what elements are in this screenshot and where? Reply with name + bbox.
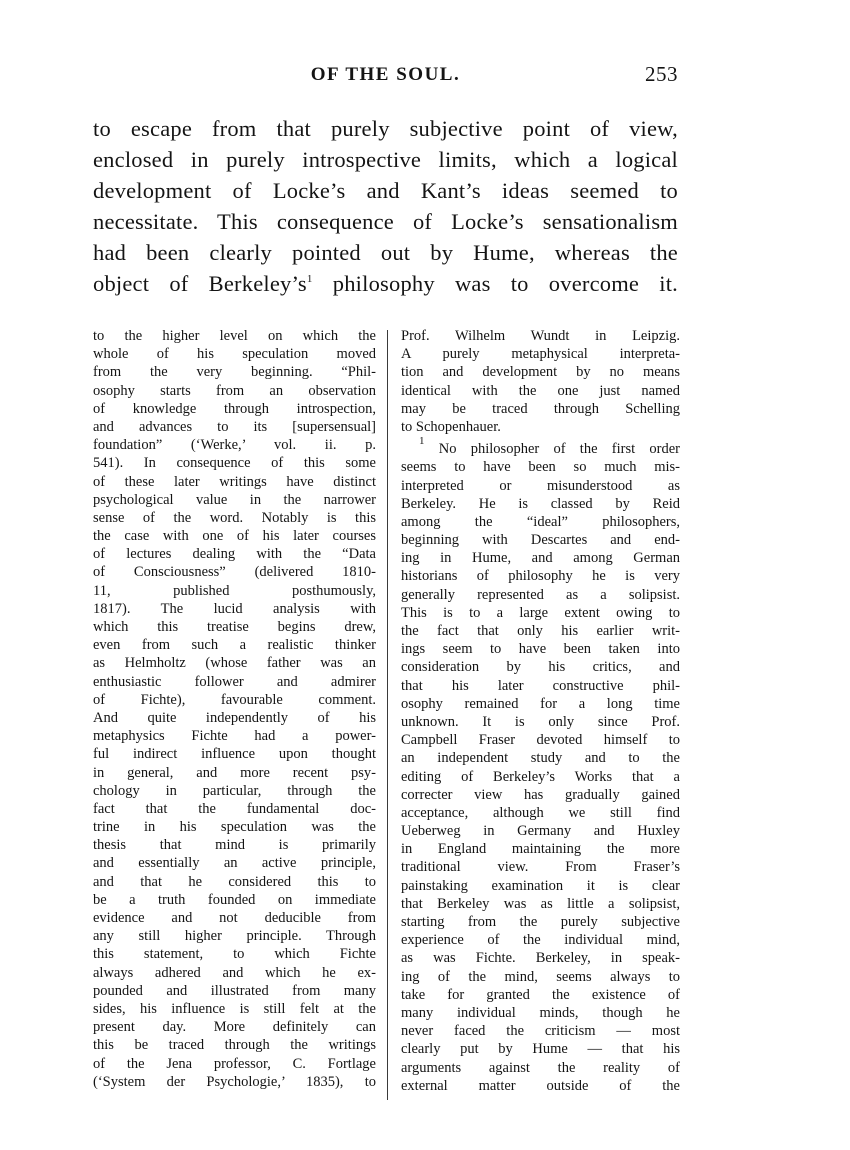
running-head [93,62,678,92]
footnote-line: Campbell Fraser devoted himself to [401,732,680,749]
footnote-line: ing in Hume, and among German [401,550,680,567]
note-line: sides, his influence is still felt at the [93,1000,376,1017]
note-line: ful indirect influence upon thought [93,746,376,763]
note-line: to Schopenhauer. [401,418,501,435]
note-line: be a truth founded on immediate [93,891,376,908]
footnote-line: in England maintaining the more [401,841,680,858]
note-line: fact that the fundamental doc- [93,800,376,817]
footnote-first-line [401,435,680,458]
note-line: evidence and not deducible from [93,910,376,926]
main-text-line: had been clearly pointed out by Hume, whereas the [93,240,678,265]
footnote-line: interpreted or misunderstood as [401,477,680,494]
note-line: of lectures dealing with the “Data [93,546,376,563]
main-text-line: development of Locke’s and Kant’s ideas seemed to [93,178,678,203]
footnote-line: take for granted the existence of [401,986,680,1003]
note-line: always adhered and which he ex- [93,964,376,981]
footnote-line: among the “ideal” philosophers, [401,513,680,530]
main-text-fragment: philosophy was to overcome it. [332,271,679,296]
note-line: and essentially an active principle, [93,855,376,872]
note-line: psychological value in the narrower [93,491,376,508]
note-line: this statement, to which Fichte [93,946,376,963]
note-line: 1817). The lucid analysis with [93,600,376,617]
footnote-line: This is to a large extent owing to [401,604,680,621]
footnote-line: acceptance, although we still find [401,804,680,821]
note-line: Prof. Wilhelm Wundt in Leipzig. [401,328,680,344]
note-line: identical with the one just named [401,382,680,399]
footnote-line: that his later constructive phil- [401,677,680,694]
column-divider [387,330,388,1100]
footnote-line: many individual minds, though he [401,1004,680,1021]
note-line: metaphysics Fichte had a power- [93,728,376,745]
footnote-marker: 1 [419,435,425,448]
note-line: (‘System der Psychologie,’ 1835), to [93,1073,376,1090]
note-line: 541). In consequence of this some [93,455,376,472]
note-line: trine in his speculation was the [93,819,376,836]
note-line: And quite independently of his [93,709,376,726]
footnote-line: clearly put by Hume — that his [401,1041,680,1058]
note-line: and that he considered this to [93,873,376,890]
note-line: tion and development by no means [401,364,680,381]
note-line: present day. More definitely can [93,1019,376,1036]
note-line: sense of the word. Notably is this [93,509,376,526]
note-line: whole of his speculation moved [93,346,376,363]
running-title: OF THE SOUL. [310,64,461,85]
main-text-line: to escape from that purely subjective point of view, [93,116,678,141]
footnote-line: never faced the criticism — most [401,1023,680,1040]
note-line: of Consciousness” (delivered 1810- [93,564,376,581]
footnote-line: Ueberweg in Germany and Huxley [401,823,680,840]
note-line: A purely metaphysical interpreta- [401,346,680,363]
note-line: of knowledge through introspection, [93,400,376,417]
note-line: as Helmholtz (whose father was an [93,655,376,672]
footnote-line: historians of philosophy he is very [401,568,680,585]
note-line: of these later writings have distinct [93,473,376,490]
footnote-line: painstaking examination it is clear [401,877,680,894]
main-text-line: enclosed in purely introspective limits, which a logical [93,147,678,172]
note-line: and advances to its [supersensual] [93,418,376,435]
footnote-line: osophy remained for a long time [401,695,680,712]
footnote-line: external matter outside of the [401,1077,680,1094]
note-line: 11, published posthumously, [93,582,376,599]
main-text-line: necessitate. This consequence of Locke’s sensationalism [93,209,678,234]
note-line: thesis that mind is primarily [93,837,376,854]
note-line: chology in particular, through the [93,782,376,799]
note-line: even from such a realistic thinker [93,637,376,654]
footnote-line: editing of Berkeley’s Works that a [401,768,680,785]
footnote-line: arguments against the reality of [401,1059,680,1076]
footnote-line: beginning with Descartes and end- [401,532,680,549]
footnote-line: generally represented as a solipsist. [401,586,680,603]
note-line: enthusiastic follower and admirer [93,673,376,690]
note-line: of Fichte), favourable comment. [93,691,376,708]
footnote-text: No philosopher of the first order [438,441,680,458]
right-note-column [401,327,680,1095]
footnote-reference: 1 [306,273,313,285]
note-line: osophy starts from an observation [93,382,376,399]
page-number: 253 [645,62,678,86]
note-line: from the very beginning. “Phil- [93,364,376,381]
footnote-line: correcter view has gradually gained [401,786,680,803]
note-line: the case with one of his later courses [93,528,376,545]
note-line: of the Jena professor, C. Fortlage [93,1055,376,1072]
footnote-line: traditional view. From Fraser’s [401,859,680,876]
note-line: foundation” (‘Werke,’ vol. ii. p. [93,437,376,454]
footnote-line: that Berkeley was as little a solipsist, [401,895,680,912]
main-text-fragment: object of Berkeley’s [93,271,307,296]
footnote-line: seems to have been so much mis- [401,459,680,476]
footnote-line: the fact that only his earlier writ- [401,623,680,639]
left-note-column [93,327,376,1091]
note-line: any still higher principle. Through [93,928,376,945]
note-line: which this treatise begins drew, [93,619,376,635]
note-line: may be traced through Schelling [401,400,680,417]
footnote-line: experience of the individual mind, [401,932,680,949]
footnote-line: consideration by his critics, and [401,659,680,676]
note-line: to the higher level on which the [93,328,376,344]
footnote-line: ing of the mind, seems always to [401,968,680,985]
main-text-line-with-footnote-ref [93,268,678,299]
footnote-line: as was Fichte. Berkeley, in speak- [401,950,680,967]
main-paragraph [93,113,678,299]
note-line: this be traced through the writings [93,1037,376,1054]
footnote-line: an independent study and to the [401,750,680,767]
note-line: pounded and illustrated from many [93,982,376,999]
footnote-line: starting from the purely subjective [401,914,680,930]
footnote-line: ings seem to have been taken into [401,641,680,658]
footnote-line: unknown. It is only since Prof. [401,713,680,730]
note-line: in general, and more recent psy- [93,764,376,781]
footnote-line: Berkeley. He is classed by Reid [401,495,680,512]
